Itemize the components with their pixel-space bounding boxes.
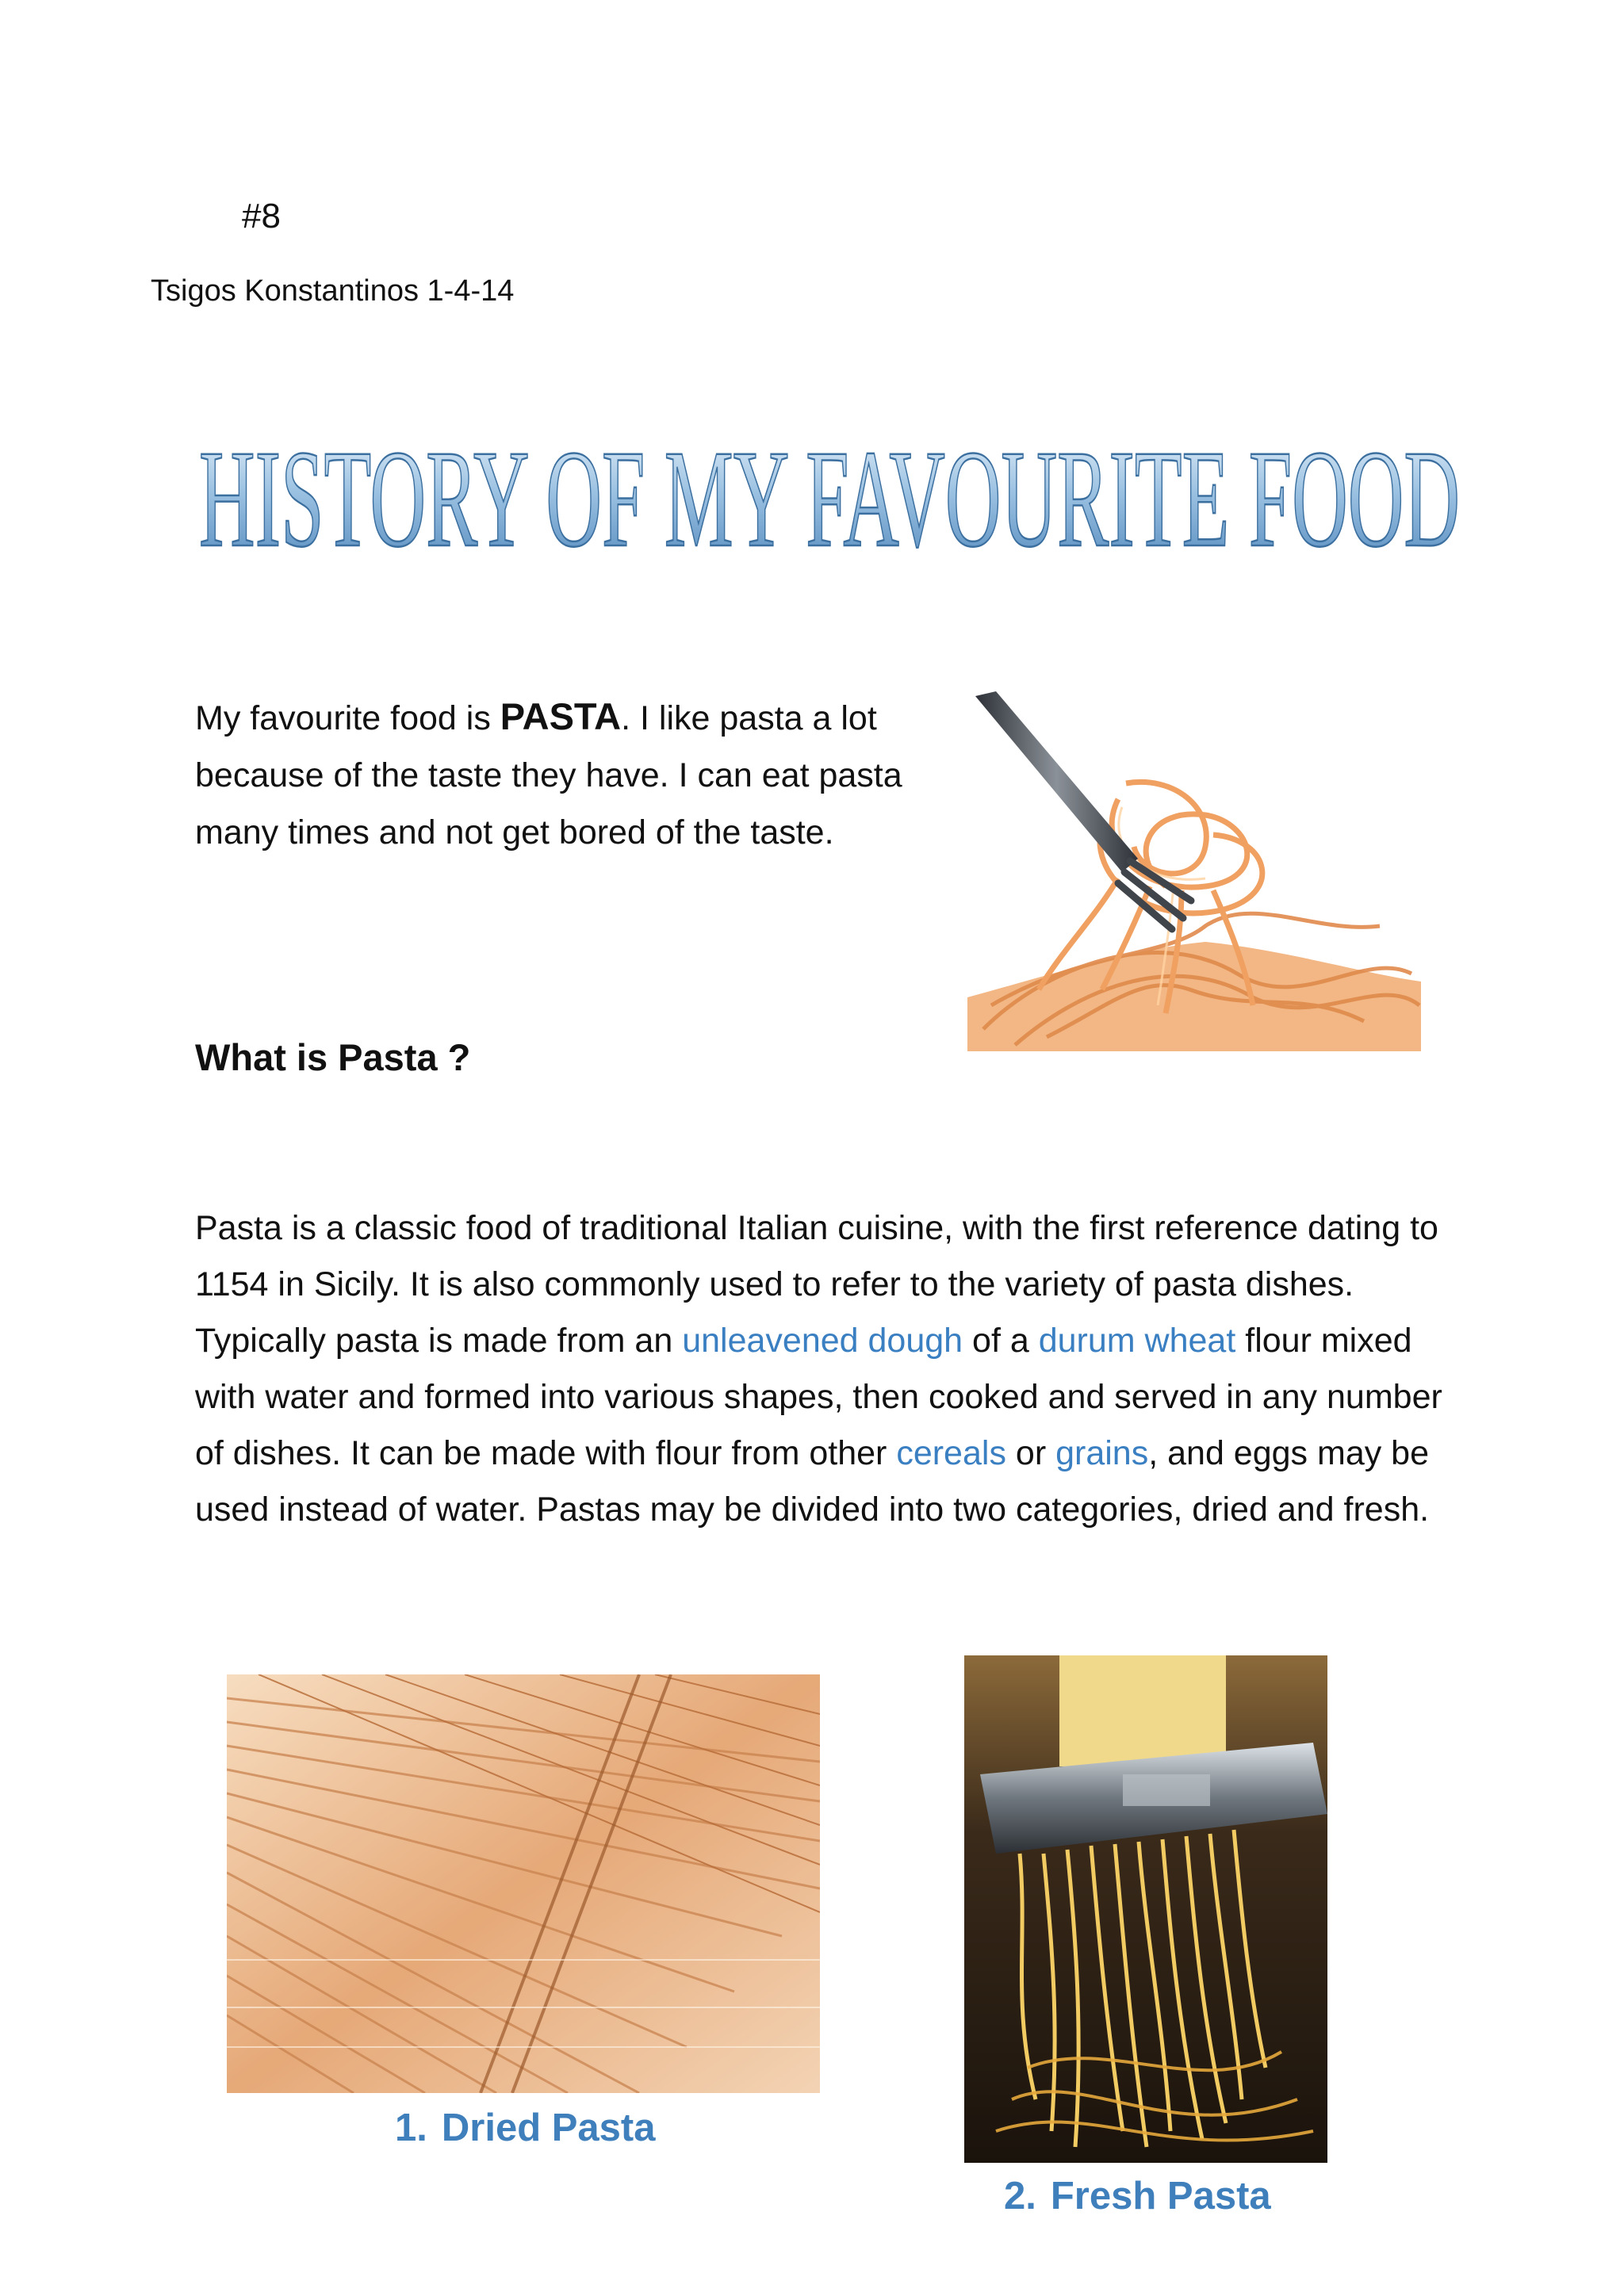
caption-dried-label: Dried Pasta: [441, 2107, 656, 2149]
caption-dried-number: 1.: [395, 2107, 427, 2149]
body-text-1: Pasta is a classic food of traditional Italian cuisine, with the first reference dating to 1154 in Sicily. It is also commonly used to refer to the variety of pasta dishes. Typically pasta is made from an: [195, 1209, 1438, 1360]
body-text-4: or: [1005, 1434, 1056, 1472]
link-durum-wheat[interactable]: durum wheat: [1038, 1322, 1236, 1360]
link-cereals[interactable]: cereals: [896, 1434, 1006, 1472]
body-text-2: of a: [963, 1322, 1039, 1360]
body-paragraph: [195, 1200, 1464, 1538]
caption-dried-pasta: [395, 2106, 656, 2150]
page-number: #8: [242, 197, 281, 235]
link-unleavened-dough[interactable]: unleavened dough: [682, 1322, 963, 1360]
dried-pasta-image: [227, 1674, 820, 2093]
caption-fresh-pasta: [1004, 2174, 1271, 2218]
main-title: [195, 414, 1464, 572]
favourite-food-emphasis: PASTA: [500, 695, 622, 737]
caption-fresh-number: 2.: [1004, 2175, 1036, 2218]
intro-paragraph: [195, 688, 933, 861]
intro-text-start: My favourite food is: [195, 699, 500, 737]
body-text-3: flour mixed with water and formed into various shapes, then cooked and served in any number of dishes. It can be made with flour from other: [195, 1322, 1442, 1472]
section-heading: What is Pasta ?: [195, 1036, 471, 1078]
intro-text-end: . I like pasta a lot because of the taste they have. I can eat pasta many times and not get bored of the taste.: [195, 699, 902, 851]
pasta-fork-image: [967, 688, 1421, 1051]
fresh-pasta-image: [964, 1655, 1327, 2163]
author-date-line: Tsigos Konstantinos 1-4-14: [151, 274, 515, 308]
caption-fresh-label: Fresh Pasta: [1050, 2175, 1271, 2218]
link-grains[interactable]: grains: [1055, 1434, 1149, 1472]
main-title-text: HISTORY OF MY FAVOURITE FOOD: [199, 422, 1460, 572]
body-text-5: , and eggs may be used instead of water. Pastas may be divided into two categories, dried and fresh.: [195, 1434, 1430, 1529]
